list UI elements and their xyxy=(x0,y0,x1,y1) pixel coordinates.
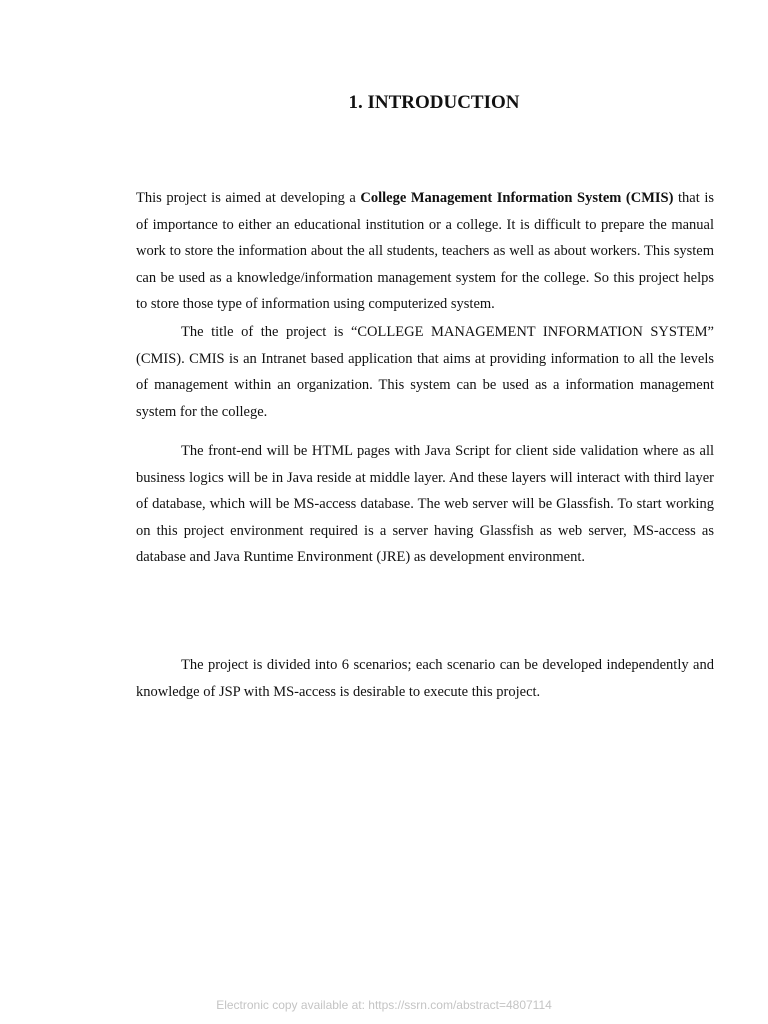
intro-lead-text: This project is aimed at developing a xyxy=(136,190,361,206)
intro-rest-text: that is of importance to either an educational institution or a college. It is difficult to prepare the manual work to store the information about the all students, teachers as well as about workers. This system can be used as a knowledge/information management system for the college. So this project helps to store those type of information using computerized system. xyxy=(136,190,714,313)
title-paragraph: The title of the project is “COLLEGE MANAGEMENT INFORMATION SYSTEM” (CMIS). CMIS is an Intranet based application that aims at providing information to all the levels of management within an organization. This system can be used as a information management system for the college. xyxy=(136,324,714,420)
scenarios-paragraph: The project is divided into 6 scenarios; each scenario can be developed independently and knowledge of JSP with MS-access is desirable to execute this project. xyxy=(136,657,714,700)
section-heading: 1. INTRODUCTION xyxy=(348,92,520,113)
ssrn-footer-notice: Electronic copy available at: https://ssrn.com/abstract=4807114 xyxy=(216,998,552,1012)
project-name-bold: College Management Information System (CMIS) xyxy=(360,190,674,206)
intro-paragraph xyxy=(136,185,714,318)
architecture-paragraph: The front-end will be HTML pages with Java Script for client side validation where as all business logics will be in Java reside at middle layer. And these layers will interact with third layer of database, which will be MS-access database. The web server will be Glassfish. To start working on this project environment required is a server having Glassfish as web server, MS-access as database and Java Runtime Environment (JRE) as development environment. xyxy=(136,443,714,566)
